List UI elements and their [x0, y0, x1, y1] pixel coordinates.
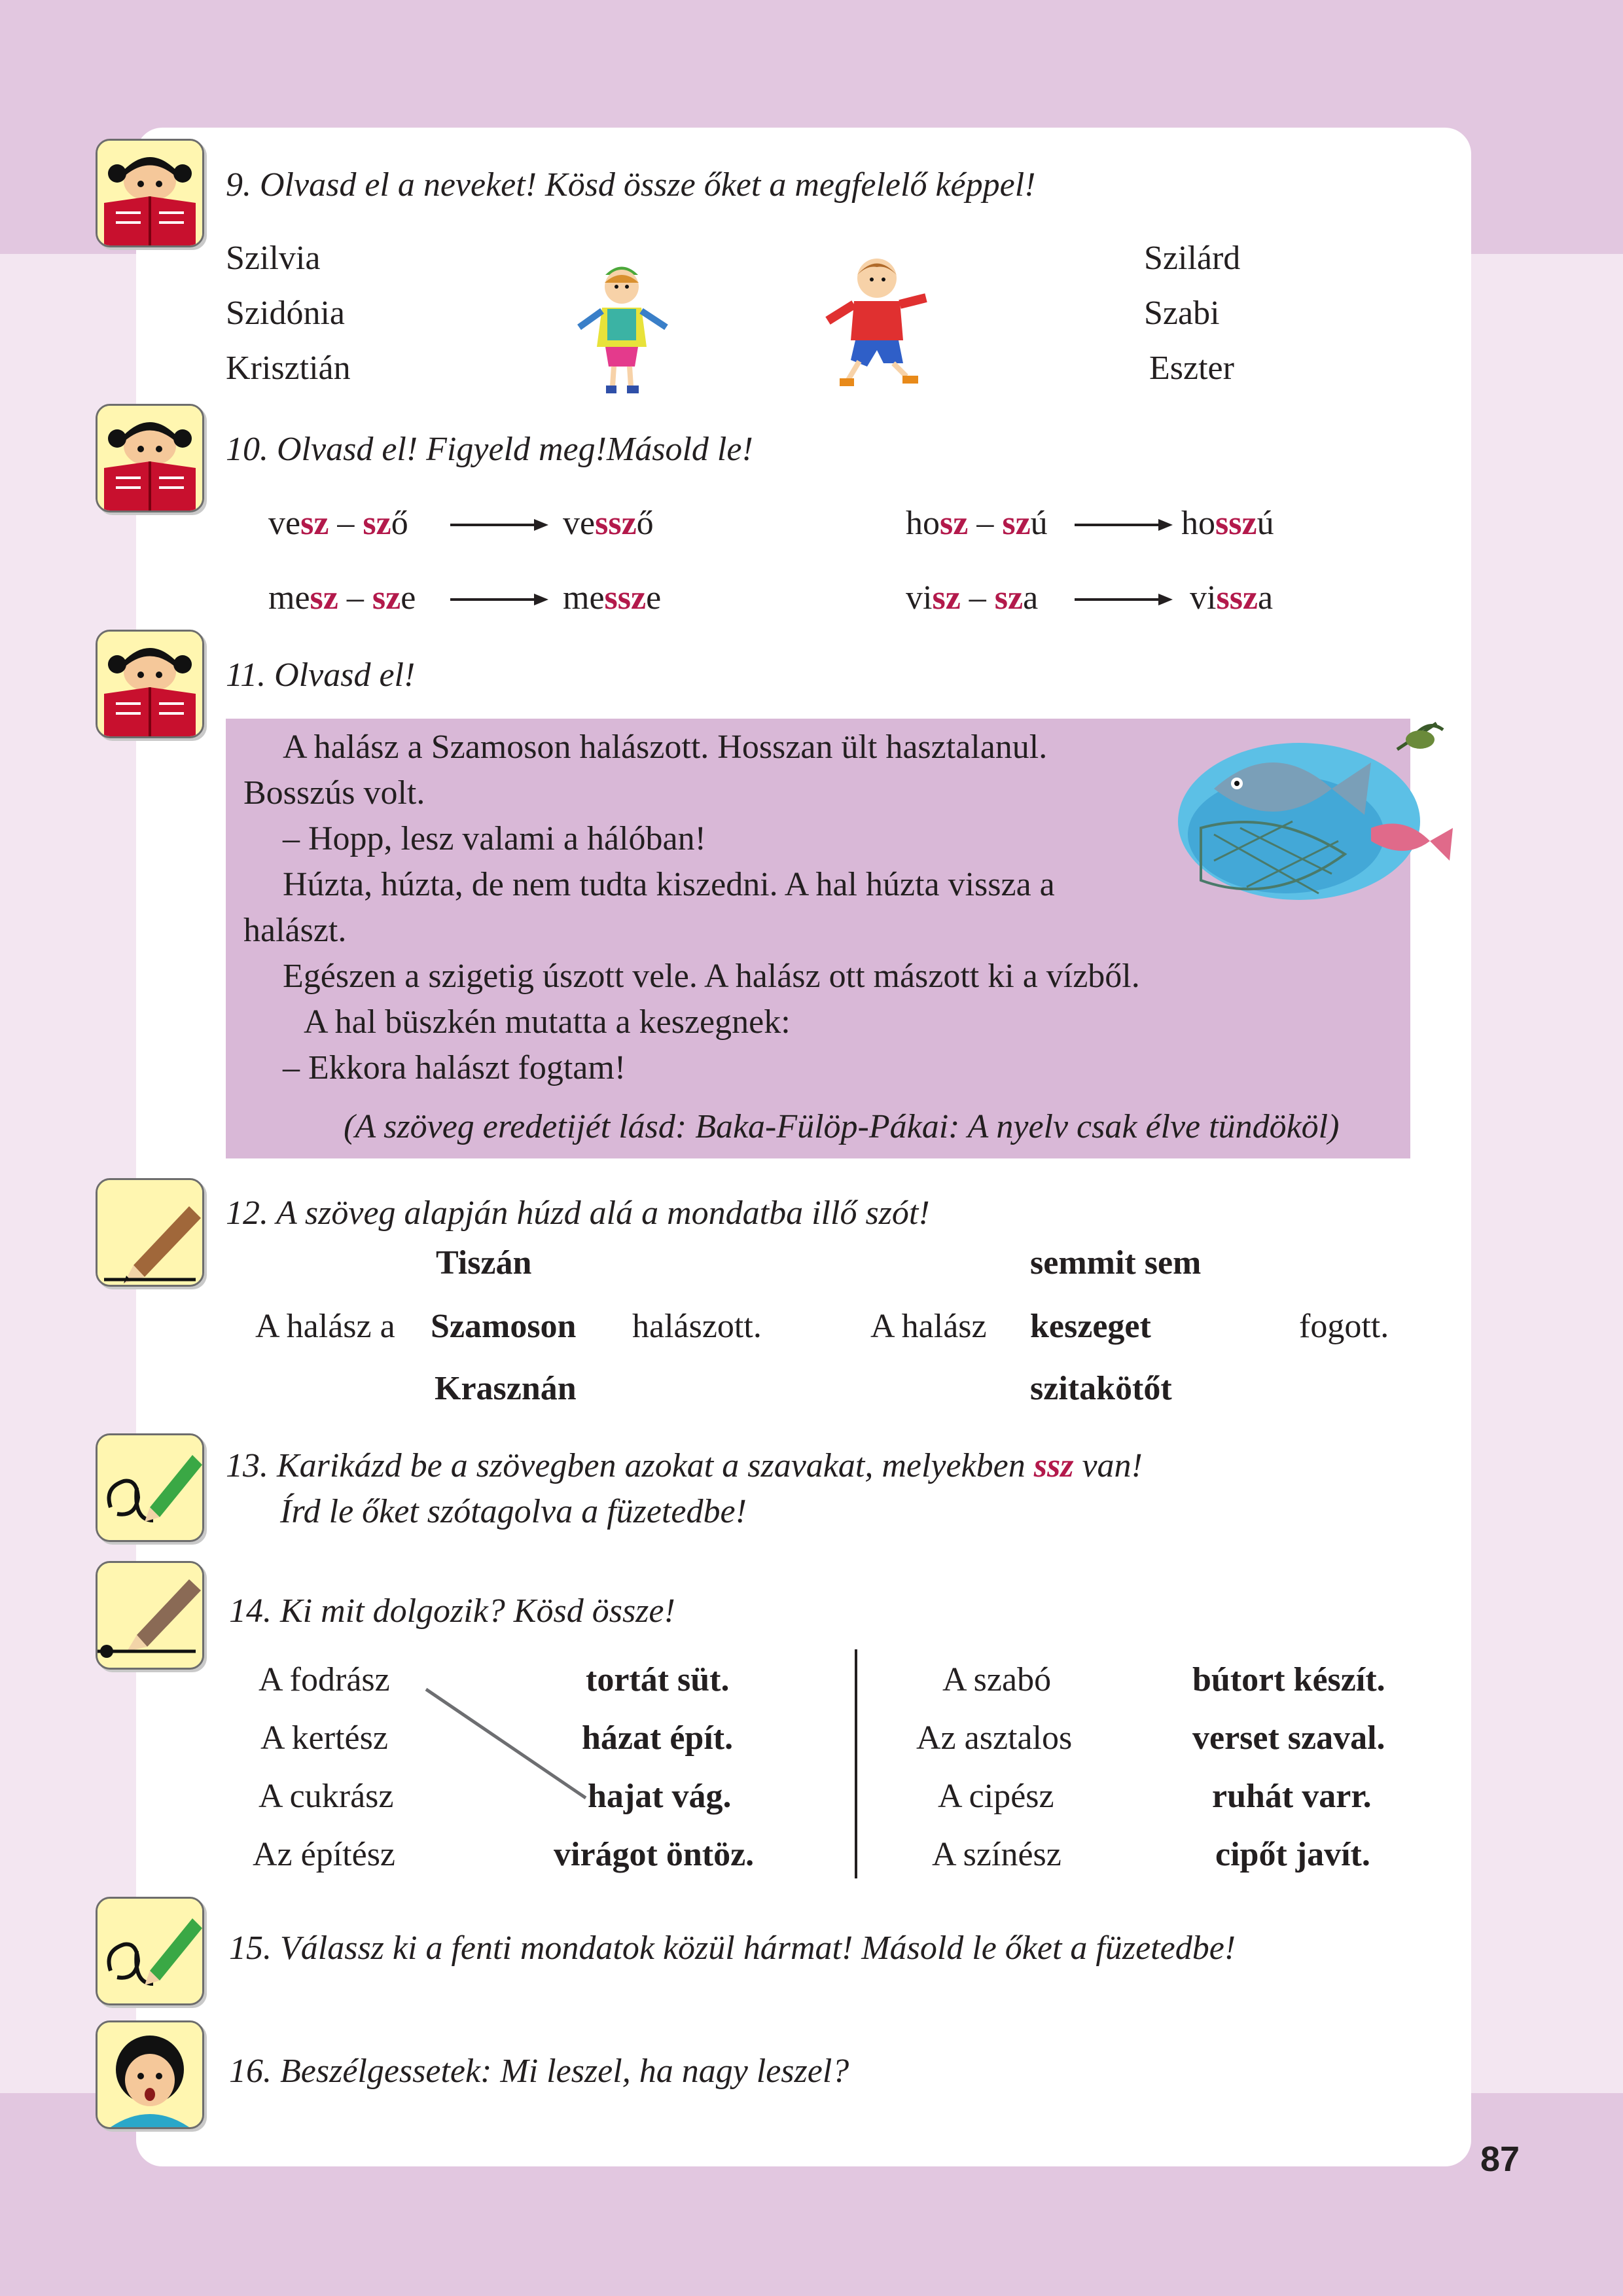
ex14-activity[interactable]: hajat vág.	[588, 1778, 732, 1815]
writing-green-pencil-icon	[96, 1433, 204, 1542]
ex9-left-name: Szilvia	[226, 240, 321, 277]
story-line: A hal büszkén mutatta a keszegnek:	[304, 1003, 791, 1041]
boy-picture	[821, 242, 933, 393]
ex13-instruction-line1: 13. Karikázd be a szövegben azokat a szavakat, melyekben ssz van!	[226, 1447, 1143, 1484]
ex10-word-messze: messze	[563, 579, 662, 617]
ex14-activity[interactable]: házat épít.	[582, 1719, 734, 1757]
ex12-sentence2-end: fogott.	[1299, 1308, 1389, 1345]
ex9-left-name: Krisztián	[226, 350, 351, 387]
story-line: – Hopp, lesz valami a hálóban!	[283, 820, 706, 857]
ex9-right-name: Szilárd	[1144, 240, 1241, 277]
page-number: 87	[1480, 2140, 1520, 2179]
ex14-activity[interactable]: verset szaval.	[1192, 1719, 1385, 1757]
ex12-instruction: 12. A szöveg alapján húzd alá a mondatba illő szót!	[226, 1194, 930, 1232]
writing-green-pencil-icon	[96, 1897, 204, 2005]
ex9-instruction: 9. Olvasd el a neveket! Kösd össze őket a megfelelő képpel!	[226, 166, 1036, 204]
pencil-icon	[96, 1178, 204, 1287]
ex10-syllables-vesz-szo: vesz – sző	[268, 505, 408, 542]
ex11-instruction: 11. Olvasd el!	[226, 656, 416, 694]
story-line: Bosszús volt.	[243, 774, 425, 812]
ex9-right-name: Eszter	[1149, 350, 1234, 387]
ex14-activity[interactable]: cipőt javít.	[1215, 1836, 1370, 1873]
arrow-right-icon	[450, 592, 548, 607]
fish-in-net-picture	[1175, 710, 1456, 913]
ex9-right-name: Szabi	[1144, 295, 1220, 332]
ex12-sentence2-start: A halász	[870, 1308, 987, 1345]
ex14-person[interactable]: Az építész	[253, 1836, 396, 1873]
arrow-right-icon	[1075, 592, 1173, 607]
ex10-syllables-visz-sza: visz – sza	[906, 579, 1039, 617]
ex12-sentence1-end: halászott.	[632, 1308, 762, 1345]
ex10-syllables-mesz-sze: mesz – sze	[268, 579, 416, 617]
ex10-instruction: 10. Olvasd el! Figyeld meg!Másold le!	[226, 431, 753, 468]
reading-girl-icon	[96, 139, 204, 247]
ex14-activity[interactable]: virágot öntöz.	[554, 1836, 755, 1873]
girl-picture	[569, 255, 674, 399]
story-line: A halász a Szamoson halászott. Hosszan ült hasztalanul.	[283, 728, 1048, 766]
talking-boy-icon	[96, 2020, 204, 2129]
ex12-option-szamoson[interactable]: Szamoson	[431, 1308, 577, 1345]
arrow-right-icon	[450, 517, 548, 533]
ex10-word-vesszo: vessző	[563, 505, 654, 542]
story-line: Húzta, húzta, de nem tudta kiszedni. A hal húzta vissza a	[283, 866, 1055, 903]
ex16-instruction: 16. Beszélgessetek: Mi leszel, ha nagy leszel?	[229, 2053, 849, 2090]
ex14-activity[interactable]: ruhát varr.	[1212, 1778, 1372, 1815]
story-source: (A szöveg eredetijét lásd: Baka-Fülöp-Pákai: A nyelv csak élve tündököl)	[344, 1108, 1340, 1145]
connecting-line-example	[422, 1685, 592, 1803]
ex12-sentence1-start: A halász a	[255, 1308, 395, 1345]
ex13-instruction-line2: Írd le őket szótagolva a füzetedbe!	[280, 1493, 747, 1530]
ex10-word-vissza: vissza	[1190, 579, 1274, 617]
ex12-option-szitakoto[interactable]: szitakötőt	[1030, 1370, 1172, 1407]
ex14-person[interactable]: A cukrász	[259, 1778, 394, 1815]
ex14-activity[interactable]: tortát süt.	[586, 1661, 730, 1698]
ex12-option-semmit-sem[interactable]: semmit sem	[1030, 1244, 1202, 1282]
story-line: – Ekkora halászt fogtam!	[283, 1049, 626, 1086]
ex10-syllables-hosz-szu: hosz – szú	[906, 505, 1048, 542]
arrow-right-icon	[1075, 517, 1173, 533]
ex12-option-krasznan[interactable]: Krasznán	[435, 1370, 577, 1407]
ex14-person[interactable]: A kertész	[260, 1719, 388, 1757]
pencil-drawing-line-icon	[96, 1561, 204, 1670]
ex10-word-hosszu: hosszú	[1181, 505, 1274, 542]
ex14-person[interactable]: A fodrász	[259, 1661, 390, 1698]
reading-girl-icon	[96, 630, 204, 738]
reading-girl-icon	[96, 404, 204, 512]
ex9-left-name: Szidónia	[226, 295, 345, 332]
ex14-activity[interactable]: bútort készít.	[1192, 1661, 1385, 1698]
ex14-person[interactable]: Az asztalos	[916, 1719, 1073, 1757]
ex14-instruction: 14. Ki mit dolgozik? Kösd össze!	[229, 1592, 675, 1630]
ex14-person[interactable]: A szabó	[942, 1661, 1052, 1698]
right-margin-band	[1471, 254, 1623, 2093]
ex12-option-keszeget[interactable]: keszeget	[1030, 1308, 1151, 1345]
ex15-instruction: 15. Válassz ki a fenti mondatok közül hármat! Másold le őket a füzetedbe!	[229, 1929, 1236, 1967]
story-line: Egészen a szigetig úszott vele. A halász ott mászott ki a vízből.	[283, 958, 1140, 995]
column-divider	[855, 1649, 857, 1878]
ex14-person[interactable]: A cipész	[938, 1778, 1054, 1815]
ex14-person[interactable]: A színész	[932, 1836, 1061, 1873]
ex12-option-tiszan[interactable]: Tiszán	[436, 1244, 532, 1282]
left-margin-band	[0, 254, 137, 2093]
story-line: halászt.	[243, 912, 347, 949]
